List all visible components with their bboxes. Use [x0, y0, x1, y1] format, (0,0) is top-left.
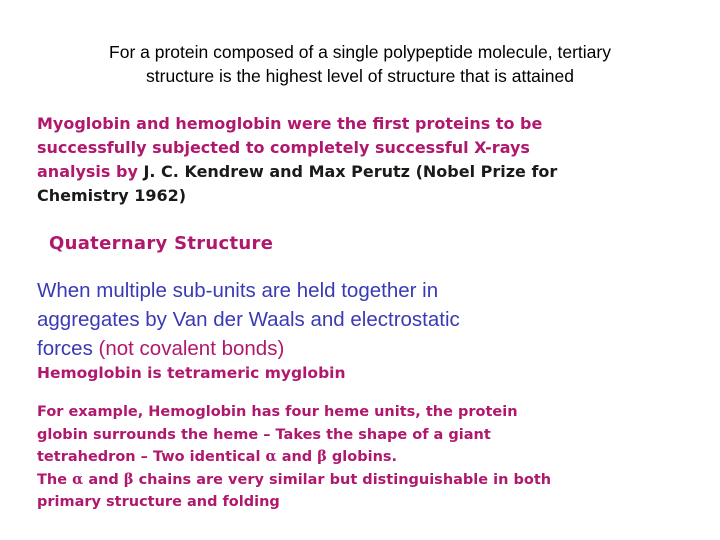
history-line-3-names: J. C. Kendrew and Max Perutz (Nobel Prize for [143, 162, 558, 181]
example-line-4-a: The [37, 471, 73, 488]
example-line-3-a: tetrahedron – Two identical [37, 449, 266, 465]
definition-line-3-note: (not covalent bonds) [98, 337, 285, 360]
definition-line-1: When multiple sub-units are held together in [37, 279, 439, 302]
alpha-symbol: α [72, 470, 84, 488]
example-line-3 [37, 446, 677, 469]
history-line-2: successfully subjected to completely successful X-rays [37, 138, 530, 157]
example-paragraph [37, 401, 677, 514]
example-line-1: For example, Hemoglobin has four heme units, the protein [37, 404, 518, 420]
section-heading: Quaternary Structure [49, 233, 274, 254]
history-line-1: Myoglobin and hemoglobin were the first proteins to be [37, 114, 543, 133]
history-paragraph [37, 112, 677, 208]
alpha-symbol: α [265, 448, 277, 465]
beta-symbol: β [317, 448, 327, 465]
example-line-4-b: and [83, 471, 124, 488]
intro-line-1: For a protein composed of a single polypeptide molecule, tertiary [109, 42, 611, 62]
example-line-4-c: chains are very similar but distinguishable in both [133, 471, 552, 488]
tetramer-statement: Hemoglobin is tetrameric myglobin [37, 364, 346, 382]
example-line-3-b: and [276, 449, 318, 465]
definition-paragraph [37, 276, 657, 363]
definition-line-2: aggregates by Van der Waals and electrostatic [37, 308, 460, 331]
example-line-4 [37, 469, 677, 492]
example-line-2: globin surrounds the heme – Takes the shape of a giant [37, 426, 491, 443]
definition-line-3-lead: forces [37, 337, 99, 360]
intro-line-2: structure is the highest level of structure that is attained [146, 66, 574, 86]
example-line-5: primary structure and folding [37, 494, 280, 510]
history-line-3-lead: analysis by [37, 162, 144, 181]
definition-line-3 [37, 334, 657, 363]
intro-paragraph [30, 40, 690, 88]
beta-symbol: β [123, 470, 134, 488]
history-line-4: Chemistry 1962) [37, 186, 187, 205]
example-line-3-c: globins. [326, 449, 398, 465]
history-line-3 [37, 160, 677, 184]
